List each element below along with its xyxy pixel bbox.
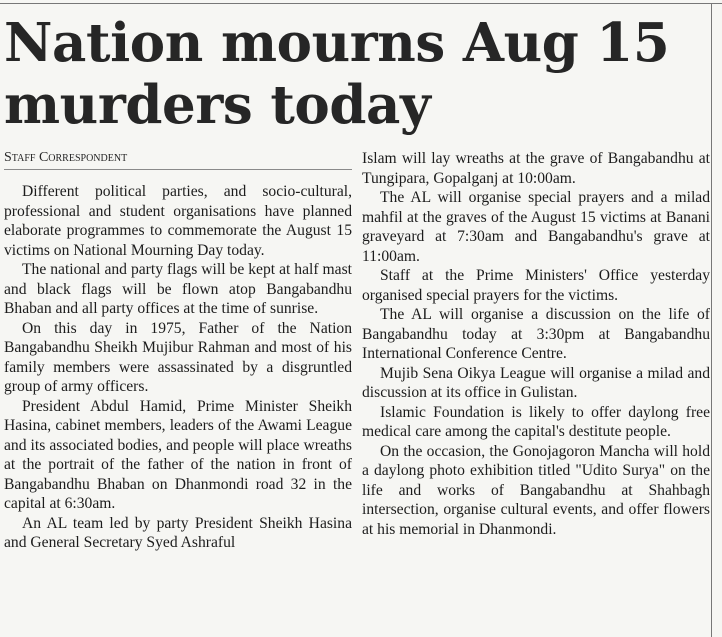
article-column-left — [4, 182, 352, 553]
paragraph: On this day in 1975, Father of the Nation Bangabandhu Sheikh Mujibur Rahman and most of his family members were assassinated by a disgruntled group of army officers. — [4, 319, 352, 395]
paragraph: The AL will organise a discussion on the life of Bangabandhu today at 3:30pm at Bangabandhu International Conference Centre. — [362, 306, 710, 362]
paragraph: An AL team led by party President Sheikh Hasina and General Secretary Syed Ashraful — [4, 514, 352, 551]
byline: Staff Correspondent — [4, 150, 128, 165]
paragraph: Different political parties, and socio-cultural, professional and student organisations have planned elaborate programmes to commemorate the August 15 victims on National Mourning Day today. — [4, 183, 352, 259]
paragraph: Islamic Foundation is likely to offer daylong free medical care among the capital's destitute people. — [362, 403, 710, 440]
paragraph: Mujib Sena Oikya League will organise a milad and discussion at its office in Gulistan. — [362, 364, 710, 401]
byline-rule — [4, 169, 352, 170]
article-column-right — [362, 149, 710, 539]
paragraph: On the occasion, the Gonojagoron Mancha will hold a daylong photo exhibition titled "Udito Surya" on the life and works of Bangabandhu at Shahbagh intersection, organise cultural events, and offer flowers at his memorial in Dhanmondi. — [362, 442, 710, 538]
headline: Nation mourns Aug 15 murders today — [4, 12, 670, 136]
paragraph: The AL will organise special prayers and a milad mahfil at the graves of the August 15 victims at Banani graveyard at 7:30am and Bangabandhu's grave at 11:00am. — [362, 189, 710, 265]
paragraph: The national and party flags will be kept at half mast and black flags will be flown atop Bangabandhu Bhaban and all party offices at the time of sunrise. — [4, 261, 352, 317]
paragraph: Staff at the Prime Ministers' Office yesterday organised special prayers for the victims. — [362, 267, 710, 304]
column-divider — [711, 3, 712, 637]
paragraph: President Abdul Hamid, Prime Minister Sheikh Hasina, cabinet members, leaders of the Awami League and its associated bodies, and people will place wreaths at the portrait of the father of the nation in front of Bangabandhu Bhaban on Dhanmondi road 32 in the capital at 6:30am. — [4, 397, 352, 512]
paragraph: Islam will lay wreaths at the grave of Bangabandhu at Tungipara, Gopalganj at 10:00am. — [362, 150, 710, 187]
top-border — [0, 3, 722, 4]
